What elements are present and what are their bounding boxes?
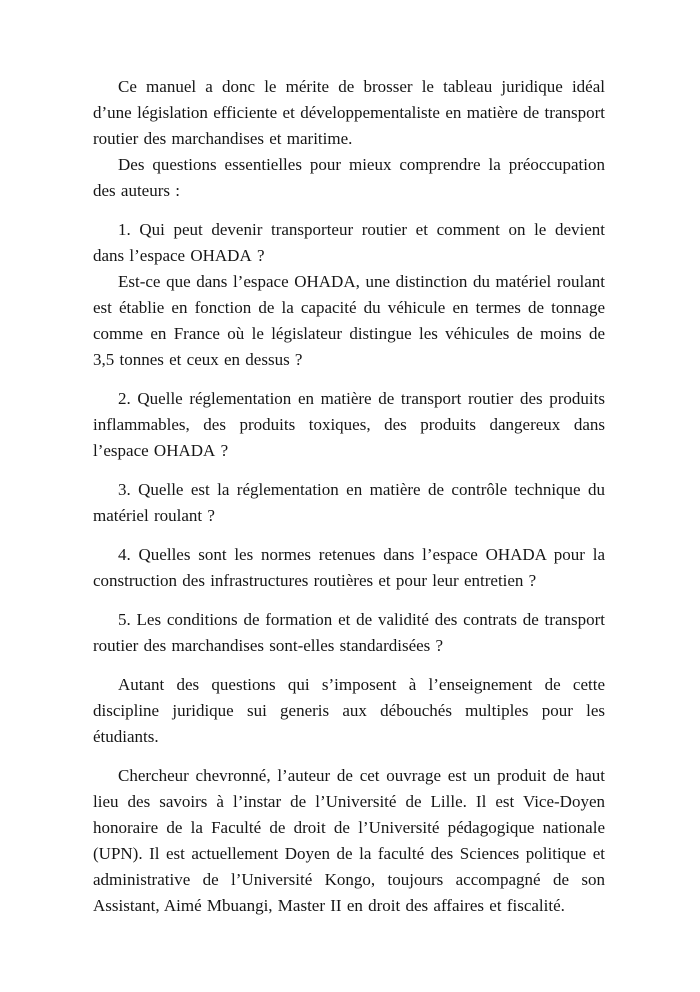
question-1: 1. Qui peut devenir transporteur routier et comment on le devient dans l’espace OHADA ? (93, 220, 605, 265)
paragraph-author-bio: Chercheur chevronné, l’auteur de cet ouvrage est un produit de haut lieu des savoirs à l’instar de l’Université de Lille. Il est Vice-Doyen honoraire de la Faculté de droit de l’Université pédagogique nationale (UPN). Il est actuellement Doyen de la faculté des Sciences politique et administrative de l’Université Kongo, toujours accompagné de son Assistant, Aimé Mbuangi, Master II en droit des affaires et fiscalité. (93, 766, 605, 915)
question-4: 4. Quelles sont les normes retenues dans l’espace OHADA pour la construction des infrastructures routières et pour leur entretien ? (93, 545, 605, 590)
question-5: 5. Les conditions de formation et de validité des contrats de transport routier des marchandises sont-elles standardisées ? (93, 610, 605, 655)
paragraph-questions-intro: Des questions essentielles pour mieux comprendre la préoccupation des auteurs : (93, 155, 605, 200)
question-2: 2. Quelle réglementation en matière de transport routier des produits inflammables, des produits toxiques, des produits dangereux dans l’espace OHADA ? (93, 389, 605, 460)
paragraph-manuel-merite: Ce manuel a donc le mérite de brosser le tableau juridique idéal d’une législation efficiente et développementaliste en matière de transport routier des marchandises et maritime. (93, 77, 605, 148)
paragraph-question-1-followup: Est-ce que dans l’espace OHADA, une distinction du matériel roulant est établie en fonction de la capacité du véhicule en termes de tonnage comme en France où le législateur distingue les véhicules de moins de 3,5 tonnes et ceux en dessus ? (93, 272, 605, 369)
paragraph-autant-questions: Autant des questions qui s’imposent à l’enseignement de cette discipline juridique sui generis aux débouchés multiples pour les étudiants. (93, 675, 605, 746)
question-3: 3. Quelle est la réglementation en matière de contrôle technique du matériel roulant ? (93, 480, 605, 525)
